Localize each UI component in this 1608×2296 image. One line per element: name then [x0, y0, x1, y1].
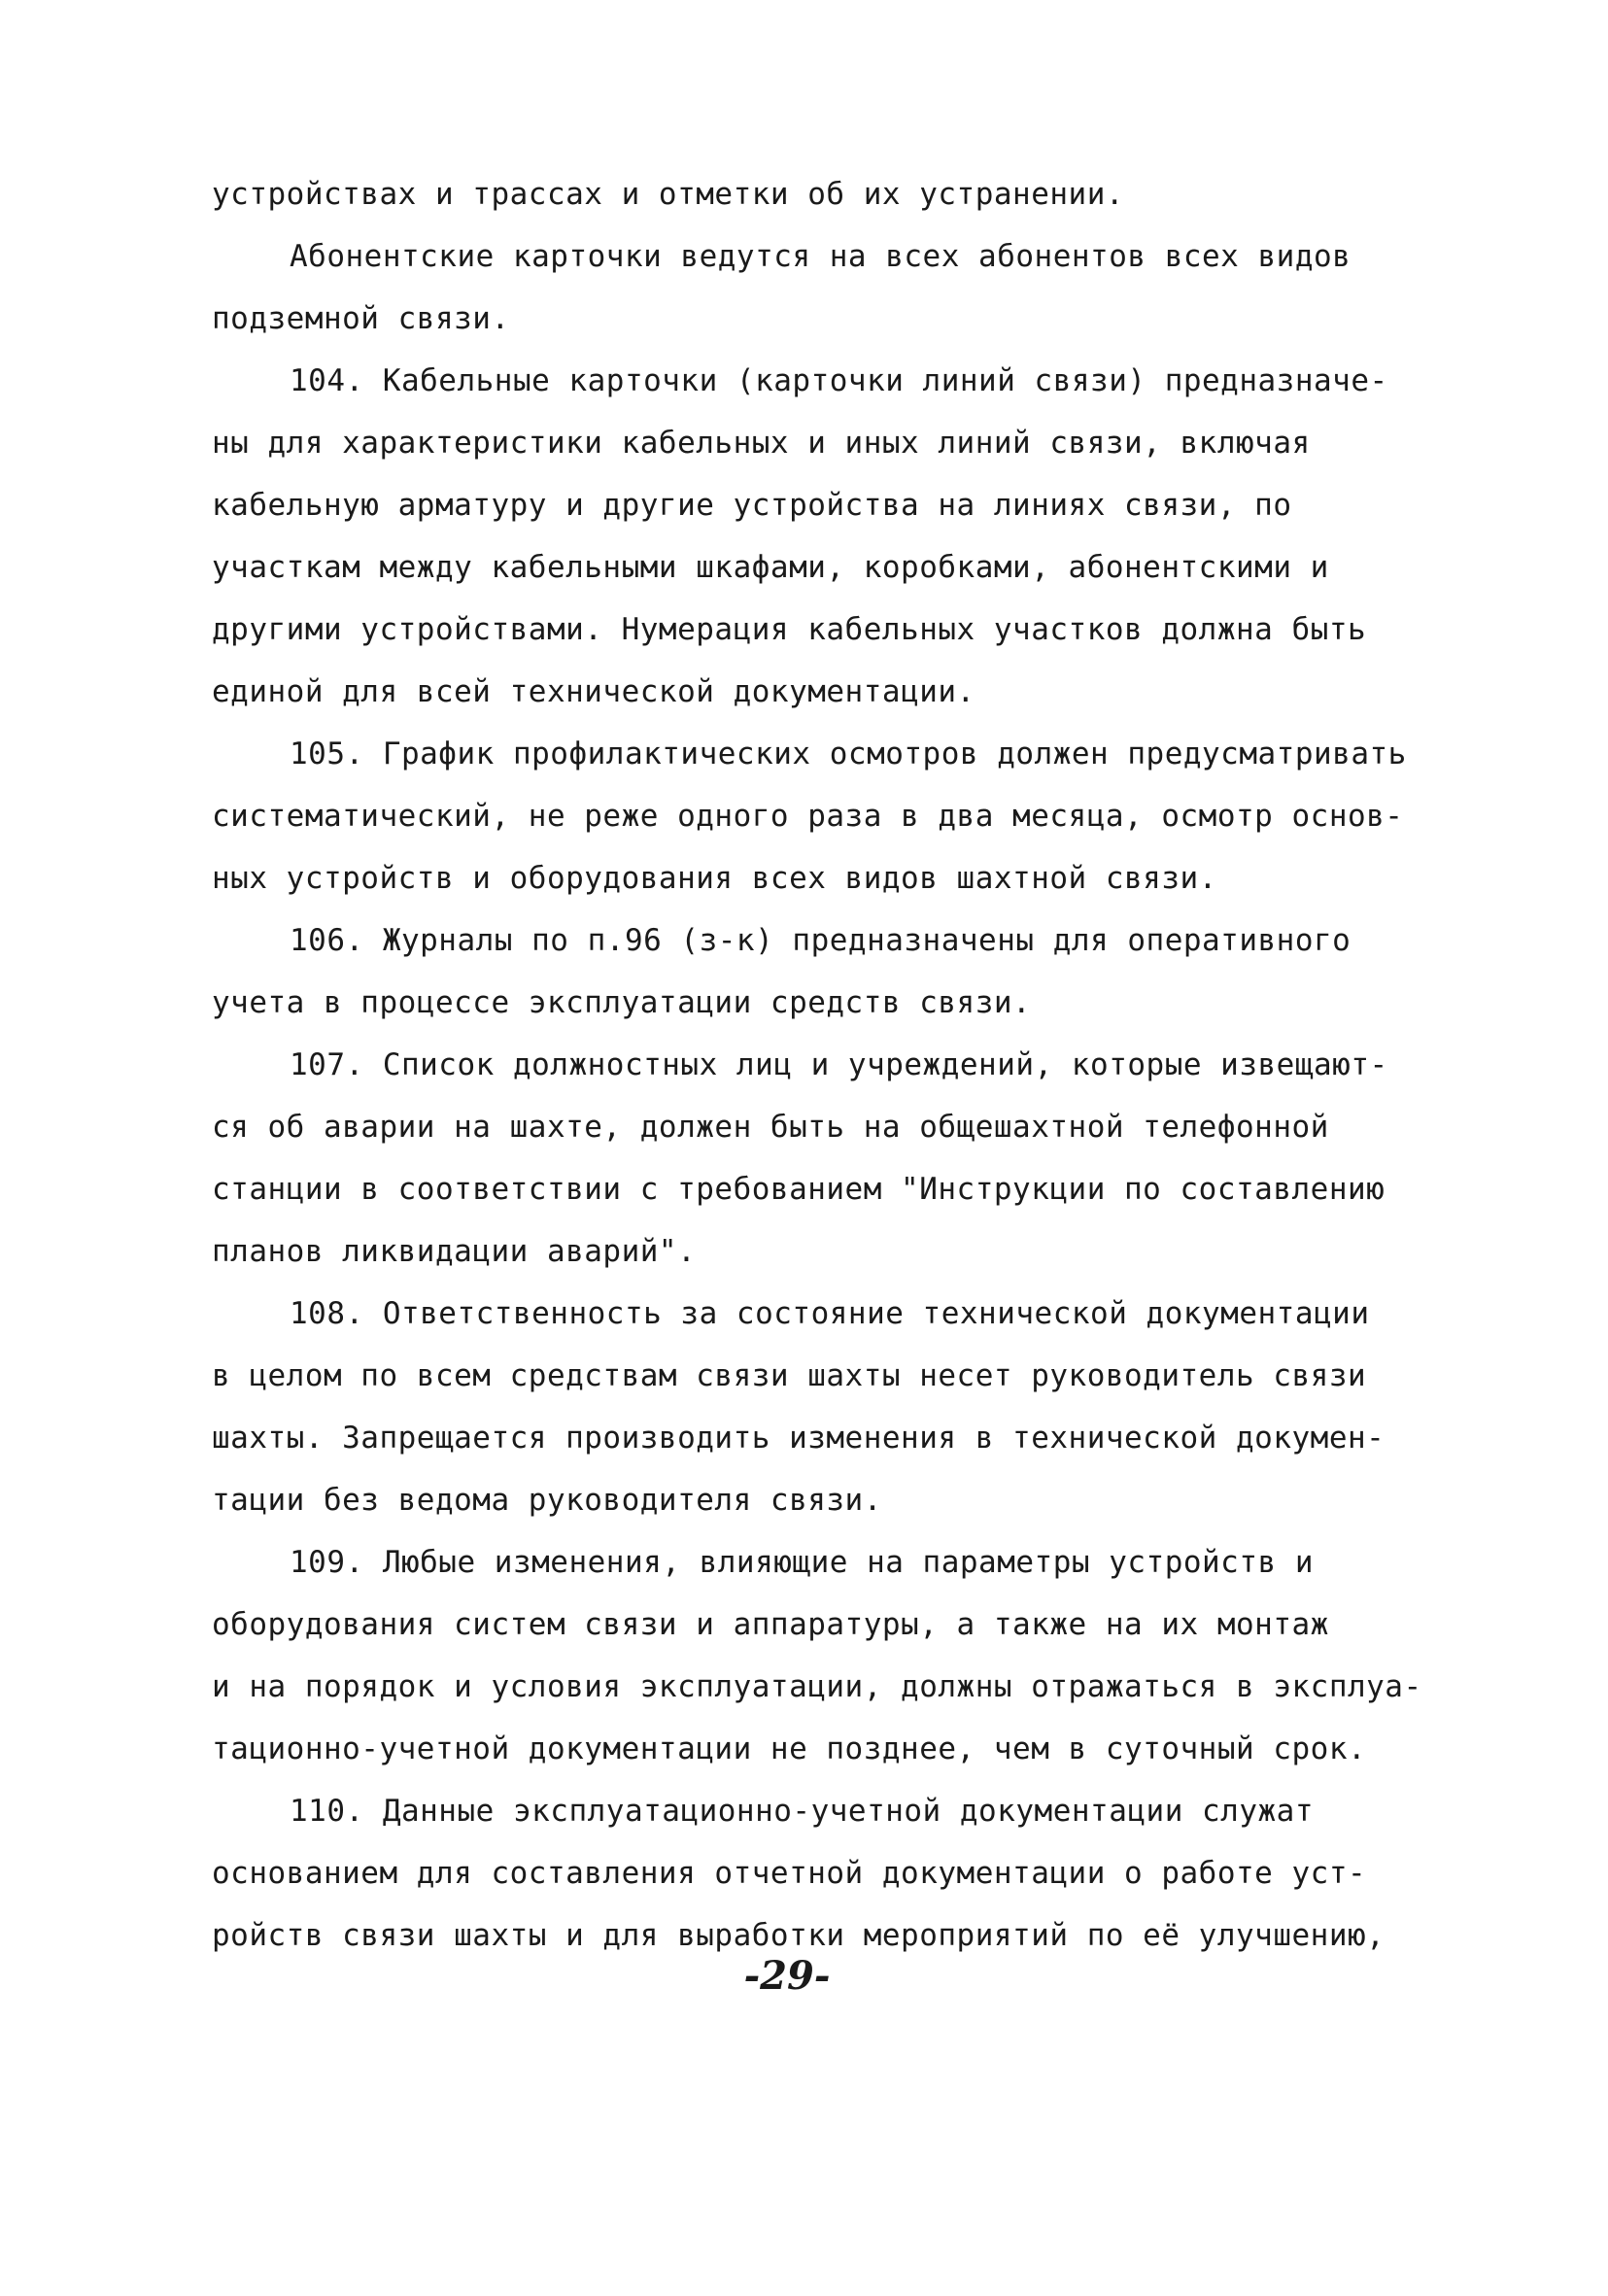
text-line: участкам между кабельными шкафами, коробками, абонентскими и [212, 550, 1329, 585]
text-line: единой для всей технической документации. [212, 674, 975, 709]
text-line: другими устройствами. Нумерация кабельных участков должна быть [212, 612, 1367, 647]
paragraph-106-start: 106. Журналы по п.96 (з-к) предназначены для оперативного [290, 923, 1351, 958]
text-line: ся об аварии на шахте, должен быть на общешахтной телефонной [212, 1110, 1329, 1145]
text-line: станции в соответствии с требованием "Инструкции по составлению [212, 1172, 1386, 1207]
text-line: оборудования систем связи и аппаратуры, а также на их монтаж [212, 1607, 1329, 1642]
text-line: шахты. Запрещается производить изменения в технической докумен- [212, 1421, 1386, 1456]
text-line: ны для характеристики кабельных и иных линий связи, включая [212, 426, 1311, 461]
paragraph-108-start: 108. Ответственность за состояние технической документации [290, 1296, 1370, 1331]
text-line: устройствах и трассах и отметки об их устранении. [212, 177, 1125, 212]
page-number: -29- [743, 1953, 831, 1999]
text-line: и на порядок и условия эксплуатации, должны отражаться в эксплуа- [212, 1669, 1422, 1704]
text-line: ройств связи шахты и для выработки мероприятий по её улучшению, [212, 1918, 1386, 1953]
text-line: ных устройств и оборудования всех видов шахтной связи. [212, 861, 1217, 896]
paragraph-109-start: 109. Любые изменения, влияющие на параметры устройств и [290, 1545, 1314, 1580]
text-line: в целом по всем средствам связи шахты несет руководитель связи [212, 1358, 1367, 1393]
text-line: тации без ведома руководителя связи. [212, 1483, 882, 1518]
paragraph-105-start: 105. График профилактических осмотров должен предусматривать [290, 737, 1407, 771]
text-line: Абонентские карточки ведутся на всех абонентов всех видов [290, 239, 1351, 274]
text-line: основанием для составления отчетной документации о работе уст- [212, 1856, 1367, 1891]
paragraph-104-start: 104. Кабельные карточки (карточки линий связи) предназначе- [290, 363, 1388, 398]
text-line: подземной связи. [212, 301, 510, 336]
text-line: кабельную арматуру и другие устройства на линиях связи, по [212, 488, 1292, 523]
text-line: тационно-учетной документации не позднее, чем в суточный срок. [212, 1731, 1367, 1766]
paragraph-110-start: 110. Данные эксплуатационно-учетной документации служат [290, 1794, 1314, 1829]
text-line: планов ликвидации аварий". [212, 1234, 697, 1269]
paragraph-107-start: 107. Список должностных лиц и учреждений, которые извещают- [290, 1047, 1388, 1082]
text-line: учета в процессе эксплуатации средств связи. [212, 985, 1032, 1020]
text-line: систематический, не реже одного раза в два месяца, осмотр основ- [212, 799, 1404, 834]
document-body [212, 163, 1422, 1967]
